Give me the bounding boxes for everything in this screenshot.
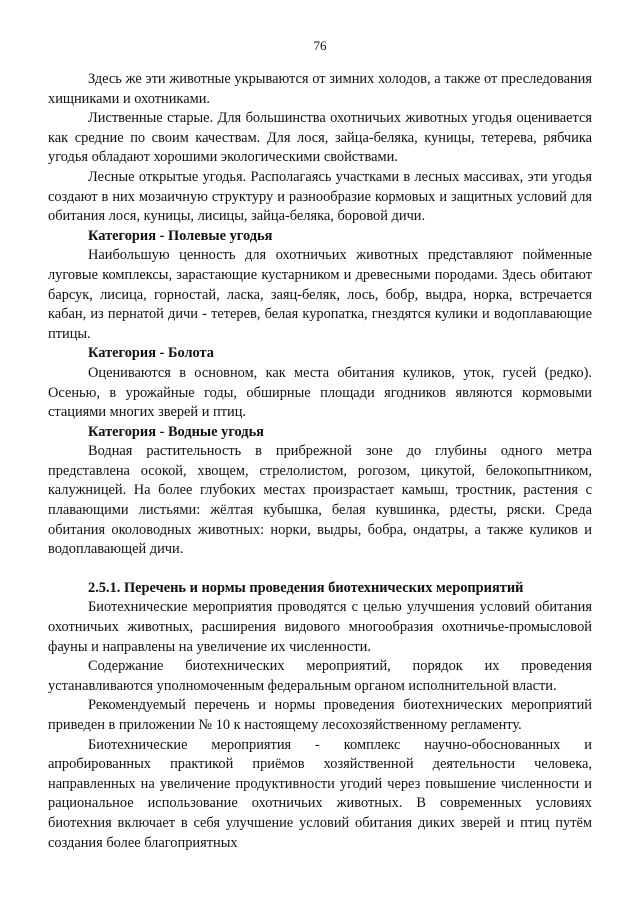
category-heading: Категория - Водные угодья — [88, 423, 264, 440]
paragraph: Лесные открытые угодья. Располагаясь участками в лесных массивах, эти угодья создают в них мозаичную структуру и разнообразие кормовых и защитных условий для обитания лося, куницы, лисицы, зайца-беляка, боровой дичи. — [48, 168, 592, 225]
paragraph: Рекомендуемый перечень и нормы проведения биотехнических мероприятий приведен в приложении № 10 к настоящему лесохозяйственному регламенту. — [48, 697, 592, 733]
category-heading: Категория - Полевые угодья — [88, 227, 273, 244]
paragraph: Наибольшую ценность для охотничьих животных представляют пойменные луговые комплексы, зарастающие кустарником и древесными породами. Здесь обитают барсук, лисица, горностай, ласка, заяц-беляк, лось, бобр, выдра, норка, встречается кабан, из пернатой дичи - тетерев, белая куропатка, гнездятся кулики и водоплавающие птицы. — [48, 247, 592, 342]
category-heading: Категория - Болота — [88, 345, 215, 362]
paragraph: Здесь же эти животные укрываются от зимних холодов, а также от преследования хищниками и охотниками. — [48, 71, 592, 107]
paragraph: Оцениваются в основном, как места обитания куликов, уток, гусей (редко). Осенью, в урожайные годы, обширные площади ягодников являются кормовыми стациями многих зверей и птиц. — [48, 364, 592, 421]
paragraph: Биотехнические мероприятия проводятся с целью улучшения условий обитания охотничьих животных, расширения видового многообразия охотничье-промысловой фауны и направлены на увеличение их численности. — [48, 599, 592, 655]
paragraph: Биотехнические мероприятия - комплекс научно-обоснованных и апробированных практикой приёмов хозяйственной деятельности человека, направленных на увеличение продуктивности угодий через повышение численности и рациональное использование охотничьих животных. В современных условиях биотехния включает в себя улучшение условий обитания диких зверей и птиц путём создания более благоприятных — [48, 736, 592, 851]
paragraph: Содержание биотехнических мероприятий, порядок их проведения устанавливаются уполномоченным федеральным органом исполнительной власти. — [48, 658, 592, 694]
document-body — [48, 70, 592, 853]
paragraph: Лиственные старые. Для большинства охотничьих животных угодья оценивается как средние по своим качествам. Для лося, зайца-беляка, куницы, тетерева, рябчика угодья обладают хорошими экологическими свойствами. — [48, 110, 592, 166]
paragraph: Водная растительность в прибрежной зоне до глубины одного метра представлена осокой, хвощем, стрелолистом, рогозом, цикутой, белокопытником, калужницей. На более глубоких местах произрастает камыш, тростник, растения с плавающими листьями: жёлтая кубышка, белая кувшинка, рдесты, ряски. Среда обитания околоводных животных: норки, выдры, бобра, ондатры, а также куликов и водоплавающей дичи. — [48, 443, 592, 558]
page-number: 76 — [313, 38, 327, 53]
section-heading: 2.5.1. Перечень и нормы проведения биотехнических мероприятий — [88, 579, 524, 596]
